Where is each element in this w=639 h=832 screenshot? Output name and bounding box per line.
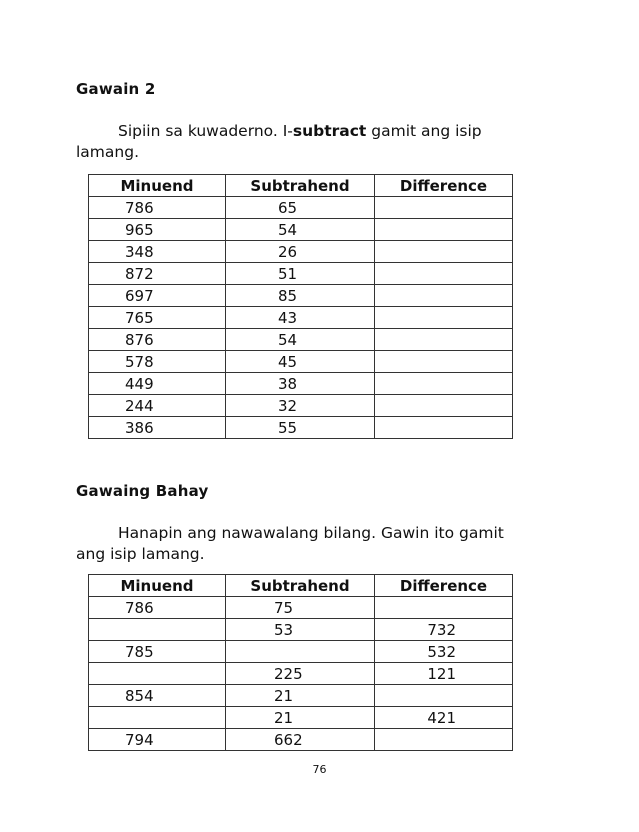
minuend-cell: 786 — [89, 197, 226, 219]
section1-title: Gawain 2 — [76, 80, 156, 98]
difference-cell[interactable]: 421 — [375, 707, 513, 729]
table-row — [89, 619, 513, 641]
instruction-text: Hanapin ang nawawalang bilang. Gawin ito gamit ang isip lamang. — [76, 524, 504, 563]
instruction-pre: Sipiin sa kuwaderno. I- — [118, 122, 293, 140]
subtrahend-cell: 55 — [226, 417, 375, 439]
instruction-bold: subtract — [292, 122, 367, 140]
table-row — [89, 219, 513, 241]
difference-cell[interactable] — [375, 307, 513, 329]
table-row — [89, 417, 513, 439]
minuend-cell: 876 — [89, 329, 226, 351]
minuend-cell: 765 — [89, 307, 226, 329]
subtrahend-cell: 85 — [226, 285, 375, 307]
instruction-post: gamit ang isip lamang. — [76, 122, 482, 161]
table-row — [89, 641, 513, 663]
minuend-cell[interactable]: 854 — [89, 685, 226, 707]
subtrahend-cell: 45 — [226, 351, 375, 373]
table-row — [89, 241, 513, 263]
header-minuend: Minuend — [89, 175, 226, 197]
difference-cell[interactable] — [375, 285, 513, 307]
difference-cell[interactable] — [375, 729, 513, 751]
minuend-cell: 449 — [89, 373, 226, 395]
table-row — [89, 197, 513, 219]
difference-cell[interactable]: 532 — [375, 641, 513, 663]
minuend-cell: 244 — [89, 395, 226, 417]
subtrahend-cell: 26 — [226, 241, 375, 263]
subtrahend-cell[interactable]: 225 — [226, 663, 375, 685]
minuend-cell[interactable]: 785 — [89, 641, 226, 663]
minuend-cell[interactable]: 786 — [89, 597, 226, 619]
header-subtrahend: Subtrahend — [226, 175, 375, 197]
header-minuend: Minuend — [89, 575, 226, 597]
table-row — [89, 351, 513, 373]
minuend-cell: 965 — [89, 219, 226, 241]
subtrahend-cell[interactable]: 75 — [226, 597, 375, 619]
subtrahend-cell[interactable] — [226, 641, 375, 663]
subtrahend-cell: 54 — [226, 329, 375, 351]
subtrahend-cell[interactable]: 21 — [226, 685, 375, 707]
table-row — [89, 729, 513, 751]
minuend-cell: 697 — [89, 285, 226, 307]
subtrahend-cell[interactable]: 21 — [226, 707, 375, 729]
subtrahend-cell[interactable]: 53 — [226, 619, 375, 641]
minuend-cell: 386 — [89, 417, 226, 439]
table-header-row — [89, 575, 513, 597]
header-difference: Difference — [375, 175, 513, 197]
table-row — [89, 285, 513, 307]
minuend-cell[interactable] — [89, 707, 226, 729]
subtraction-table — [88, 174, 513, 439]
difference-cell[interactable] — [375, 329, 513, 351]
table-row — [89, 263, 513, 285]
difference-cell[interactable]: 121 — [375, 663, 513, 685]
difference-cell[interactable] — [375, 241, 513, 263]
table-row — [89, 707, 513, 729]
subtrahend-cell: 43 — [226, 307, 375, 329]
difference-cell[interactable] — [375, 597, 513, 619]
minuend-cell: 348 — [89, 241, 226, 263]
table-row — [89, 685, 513, 707]
section1-instruction — [76, 121, 516, 163]
difference-cell[interactable] — [375, 685, 513, 707]
missing-number-table — [88, 574, 513, 751]
header-difference: Difference — [375, 575, 513, 597]
subtrahend-cell: 54 — [226, 219, 375, 241]
table-header-row — [89, 175, 513, 197]
table-row — [89, 663, 513, 685]
minuend-cell[interactable]: 794 — [89, 729, 226, 751]
difference-cell[interactable] — [375, 351, 513, 373]
minuend-cell[interactable] — [89, 619, 226, 641]
difference-cell[interactable] — [375, 219, 513, 241]
difference-cell[interactable] — [375, 197, 513, 219]
difference-cell[interactable]: 732 — [375, 619, 513, 641]
section2-instruction — [76, 523, 516, 565]
table-row — [89, 329, 513, 351]
difference-cell[interactable] — [375, 417, 513, 439]
subtrahend-cell: 51 — [226, 263, 375, 285]
minuend-cell: 872 — [89, 263, 226, 285]
header-subtrahend: Subtrahend — [226, 575, 375, 597]
subtrahend-cell: 65 — [226, 197, 375, 219]
table-row — [89, 395, 513, 417]
minuend-cell: 578 — [89, 351, 226, 373]
page-number: 76 — [312, 763, 327, 776]
subtrahend-cell: 38 — [226, 373, 375, 395]
table-row — [89, 307, 513, 329]
minuend-cell[interactable] — [89, 663, 226, 685]
subtrahend-cell[interactable]: 662 — [226, 729, 375, 751]
difference-cell[interactable] — [375, 373, 513, 395]
difference-cell[interactable] — [375, 395, 513, 417]
table-row — [89, 597, 513, 619]
difference-cell[interactable] — [375, 263, 513, 285]
table-row — [89, 373, 513, 395]
section2-title: Gawaing Bahay — [76, 482, 209, 500]
subtrahend-cell: 32 — [226, 395, 375, 417]
